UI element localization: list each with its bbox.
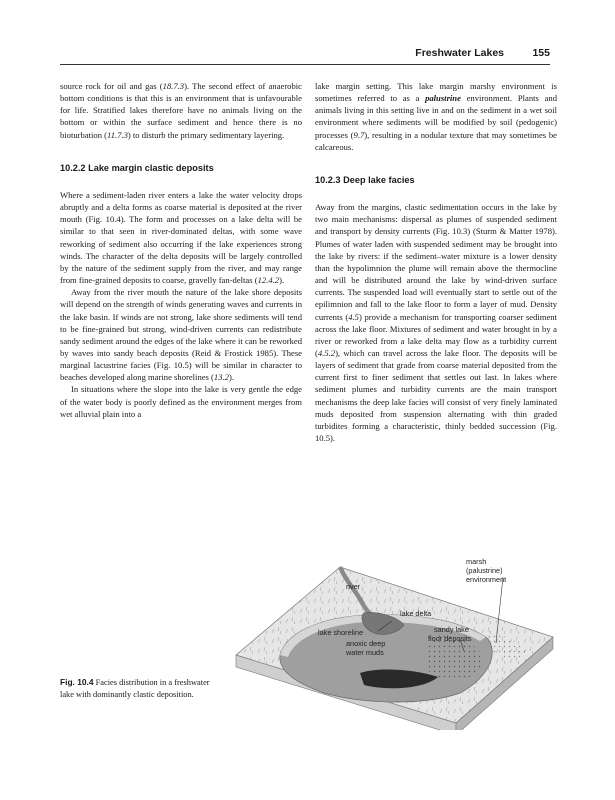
label-anoxic-deep: anoxic deep [346,639,386,648]
label-water-muds: water muds [346,648,384,657]
running-header-title: Freshwater Lakes [415,47,504,59]
lake-facies-block-diagram [228,555,558,730]
label-sandy-lake: sandy lake [434,625,469,634]
cross-reference: 4.5 [348,311,359,322]
cross-reference: 11.7.3 [107,129,128,140]
label-lake-delta: lake delta [400,609,432,618]
key-term: palustrine [425,93,461,104]
label-environment: environment [466,575,507,584]
label-marsh: marsh [466,557,487,566]
label-river: river [346,582,361,591]
cross-reference: 18.7.3 [162,81,185,91]
running-header [60,44,550,65]
paragraph: lake margin setting. This lake margin marshy environment is sometimes referred to as a palustrine environment. Plants and animals living in this setting live in and on the sediment in a wet soil environment where sediments will be modified by soil (pedogenic) processes (9.7), resulting in a nodular texture that may sometimes be calcareous. [315,81,557,152]
paragraph: Where a sediment-laden river enters a lake the water velocity drops abruptly and a delta forms as coarse material is deposited at the river mouth (Fig. 10.4). The form and processes on a lake delta will be similar to that seen in river-dominated deltas, with some wave reworking of sediment also occurring if the lake experiences strong winds. The character of the delta deposits will be largely controlled by the nature of the sediment supply from the river, and may range from fine-grained deposits to coarse, gravelly fan-deltas (12.4.2). [60,189,302,286]
cross-reference: 12.4.2 [257,275,280,286]
label-floor-deposits: floor deposits [428,634,472,643]
paragraph: source rock for oil and gas (18.7.3). The second effect of anaerobic bottom conditions is that this is an environment that is unfavourable for life. Stratified lakes therefore have no animals living on the bottom or within the surface sediment and hence there is no bioturbation (11.7.3) to disturb the primary sedimentary layering. [60,81,302,140]
paragraph: In situations where the slope into the lake is very gentle the edge of the water body is poorly defined as the environment merges from wet alluvial plain into a [60,384,302,419]
cross-reference: 4.5.2 [317,347,336,358]
label-palustrine: (palustrine) [466,566,503,575]
section-heading: 10.2.3 Deep lake facies [315,174,415,185]
cross-reference: 13.2 [213,372,229,383]
cross-reference: 9.7 [353,129,365,140]
left-column [60,80,302,420]
right-column [315,80,557,444]
paragraph: Away from the river mouth the nature of the lake shore deposits will depend on the strength of winds generating waves and currents in the lake basin. If winds are not strong, lake shore sediments will tend to be fine-grained but strong, wind-driven currents can redistribute sandy sediment around the edges of the lake where it can be reworked by waves into sandy beach deposits (Reid & Frostick 1985). These marginal lacustrine facies (Fig. 10.5) will be similar in character to beaches developed along marine shorelines (13.2). [60,287,302,383]
figure-caption-text: Facies distribution in a freshwater lake with dominantly clastic deposition. [60,678,210,699]
figure-caption [60,677,220,700]
section-heading: 10.2.2 Lake margin clastic deposits [60,162,214,173]
figure-number: Fig. 10.4 [60,677,94,687]
page-number: 155 [532,47,550,59]
label-lake-shoreline: lake shoreline [318,628,364,637]
paragraph: Away from the margins, clastic sedimentation occurs in the lake by two main mechanisms: dispersal as plumes of suspended sediment and transport by density currents (Fig. 10.3) (Sturm & Matter 1978). Plumes of water laden with suspended sediment may be brought into the lake by rivers: if the sediment–water mixture is a lower density than the hypolimnion the plume will remain above the thermocline and will be distributed around the lake by wind-driven surface currents. The suspended load will eventually start to settle out of the epilimnion and fall to the lake floor to form a layer of mud. Density currents (4.5) provide a mechanism for transporting coarser sediment across the lake floor. Mixtures of sediment and water brought in by a river or reworked from a lake delta may flow as a turbidity current (4.5.2), which can travel across the lake floor. The deposits will be layers of sediment that grade from coarse material deposited from the current first to finer sediment that settles out last. In lakes where sediment plumes and turbidity currents are the main transport mechanisms the deep lake facies will consist of very finely laminated muds deposited from suspension alternating with thin graded turbidites forming a characteristic, thinly bedded succession (Fig. 10.5). [315,202,557,444]
